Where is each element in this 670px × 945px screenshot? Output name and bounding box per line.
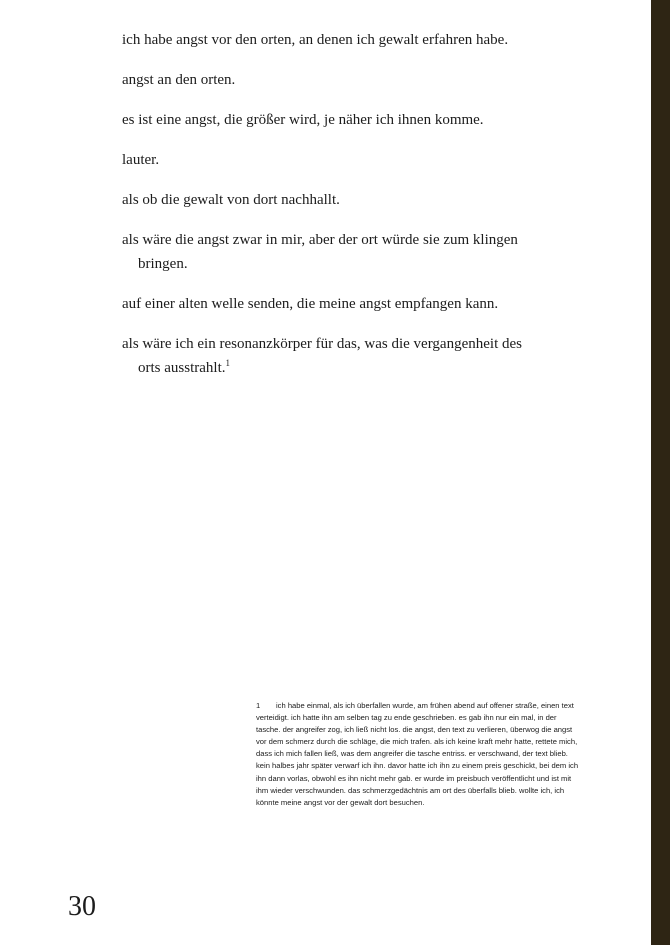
paragraph: als ob die gewalt von dort nachhallt. [122, 192, 340, 208]
paragraph: ich habe angst vor den orten, an denen ich gewalt erfahren habe. [122, 32, 509, 48]
paragraph: angst an den orten. [122, 72, 236, 88]
footnote [256, 700, 582, 809]
body-text [122, 28, 542, 396]
paragraph: auf einer alten welle senden, die meine angst empfangen kann. [122, 296, 499, 312]
page-number: 30 [68, 891, 96, 922]
paragraph-text: als wäre ich ein resonanzkörper für das, was die vergangenheit des orts ausstrahlt. [122, 336, 522, 376]
footnote-text: ich habe einmal, als ich überfallen wurde, am frühen abend auf offener straße, einen text verteidigt. ich hatte ihn am selben tag zu ende geschrieben. es gab ihn nur ein mal, in der tasche. der angreifer zog, ich ließ nicht los. die angst, den text zu verlieren, überwog die angst vor dem schmerz durch die schläge, die mich trafen. als ich keine kraft mehr hatte, rettete mich, dass ich mich fallen ließ, was dem angreifer die tasche entriss. er verschwand, der text blieb. kein halbes jahr später verwarf ich ihn. davor hatte ich ihn zu einem preis geschickt, bei dem ich ihn dann vorlas, obwohl es ihn nicht mehr gab. er wurde im preisbuch veröffentlicht und ist mit ihm wieder verschwunden. das schmerzgedächtnis am ort des überfalls blieb. wollte ich, ich könnte meine angst vor der gewalt dort besuchen. [256, 701, 579, 807]
paragraph: es ist eine angst, die größer wird, je näher ich ihnen komme. [122, 112, 484, 128]
paragraph: lauter. [122, 152, 160, 168]
paragraph-with-footnote [122, 332, 542, 380]
footnote-reference: 1 [225, 358, 230, 368]
paragraph: als wäre die angst zwar in mir, aber der ort würde sie zum klingen bringen. [122, 232, 518, 272]
page-edge-band [651, 0, 670, 945]
footnote-number: 1 [256, 701, 261, 710]
